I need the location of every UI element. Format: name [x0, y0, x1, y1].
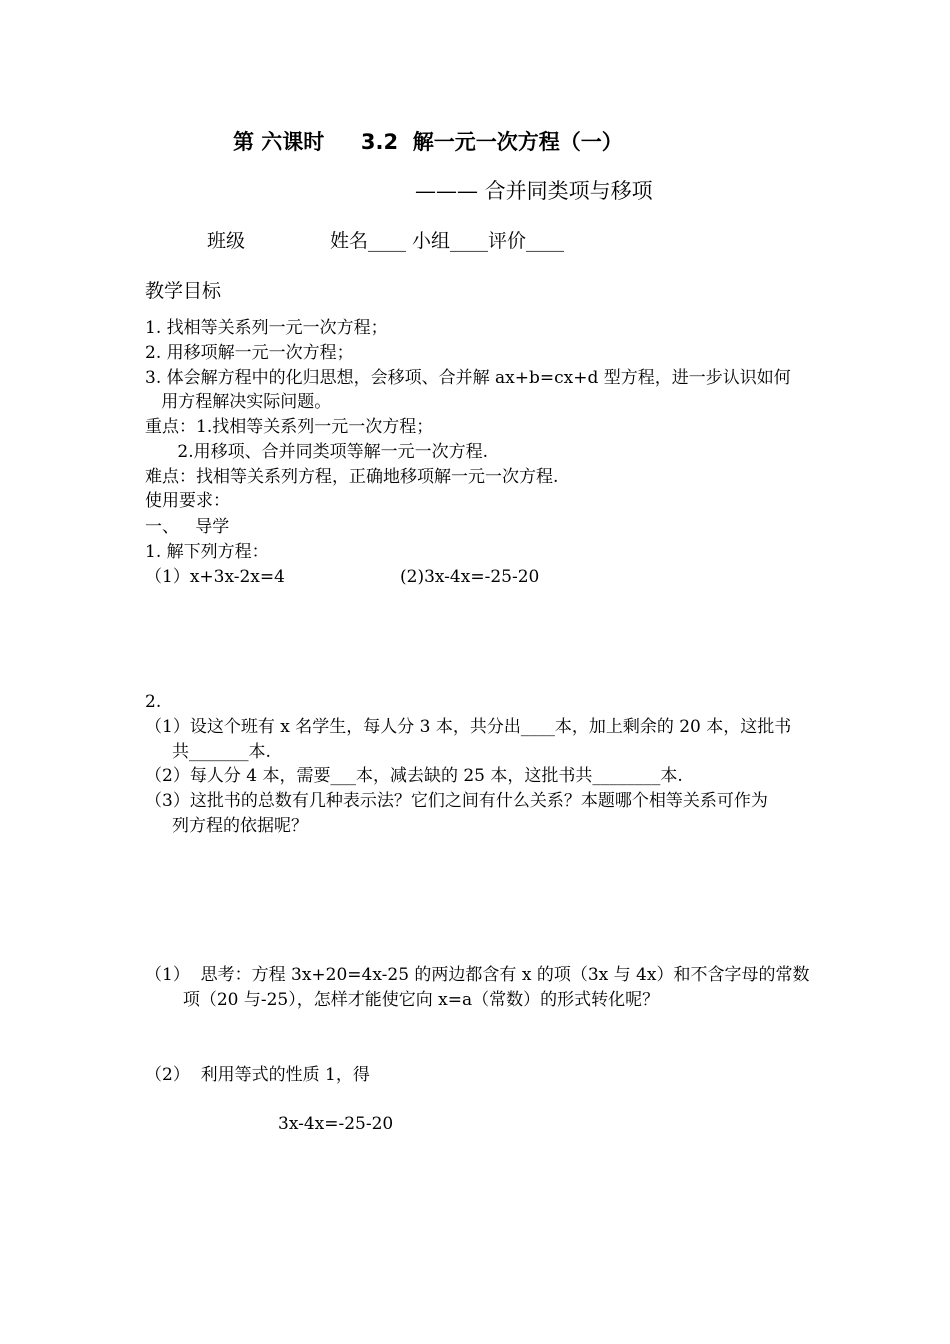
- difficulty: 难点：找相等关系列方程，正确地移项解一元一次方程.: [145, 467, 559, 487]
- section-heading: 一、 导学: [145, 517, 230, 537]
- question-1-label: 1. 解下列方程：: [145, 542, 269, 562]
- subtitle: ——— 合并同类项与移项: [415, 179, 653, 203]
- objective-item: 2. 用移项解一元一次方程；: [145, 343, 354, 363]
- equation-1: （1）x+3x-2x=4: [145, 567, 285, 587]
- key-point: 2.用移项、合并同类项等解一元一次方程.: [145, 442, 489, 462]
- student-info-fields: 姓名____ 小组____评价____: [330, 230, 565, 252]
- objectives-heading: 教学目标: [145, 280, 222, 302]
- equation-2: (2)3x-4x=-25-20: [400, 567, 540, 587]
- think-question: （1） 思考：方程 3x+20=4x-25 的两边都含有 x 的项（3x 与 4x）和不含字母的常数: [145, 965, 810, 985]
- key-point: 重点：1.找相等关系列一元一次方程；: [145, 417, 434, 437]
- page-title: 第 六课时 3.2 解一元一次方程（一）: [233, 130, 623, 154]
- think-question: 项（20 与-25），怎样才能使它向 x=a（常数）的形式转化呢？: [145, 990, 660, 1010]
- question-2-line: （3）这批书的总数有几种表示法？它们之间有什么关系？本题哪个相等关系可作为: [145, 791, 768, 811]
- objective-item: 用方程解决实际问题。: [145, 392, 332, 412]
- question-2-label: 2.: [145, 692, 162, 712]
- step-2: （2） 利用等式的性质 1，得: [145, 1065, 370, 1085]
- question-2-line: 共_______本.: [145, 742, 271, 762]
- step-2-equation: 3x-4x=-25-20: [278, 1114, 394, 1134]
- usage-requirements: 使用要求：: [145, 491, 230, 511]
- question-2-line: 列方程的依据呢？: [145, 816, 309, 836]
- objective-item: 3. 体会解方程中的化归思想，会移项、合并解 ax+b=cx+d 型方程，进一步认识如何: [145, 368, 791, 388]
- question-2-line: （2）每人分 4 本，需要___本，减去缺的 25 本，这批书共________本.: [145, 766, 683, 786]
- question-2-line: （1）设这个班有 x 名学生，每人分 3 本，共分出____本，加上剩余的 20 本，这批书: [145, 717, 792, 737]
- objective-item: 1. 找相等关系列一元一次方程；: [145, 318, 388, 338]
- class-label: 班级: [207, 230, 246, 252]
